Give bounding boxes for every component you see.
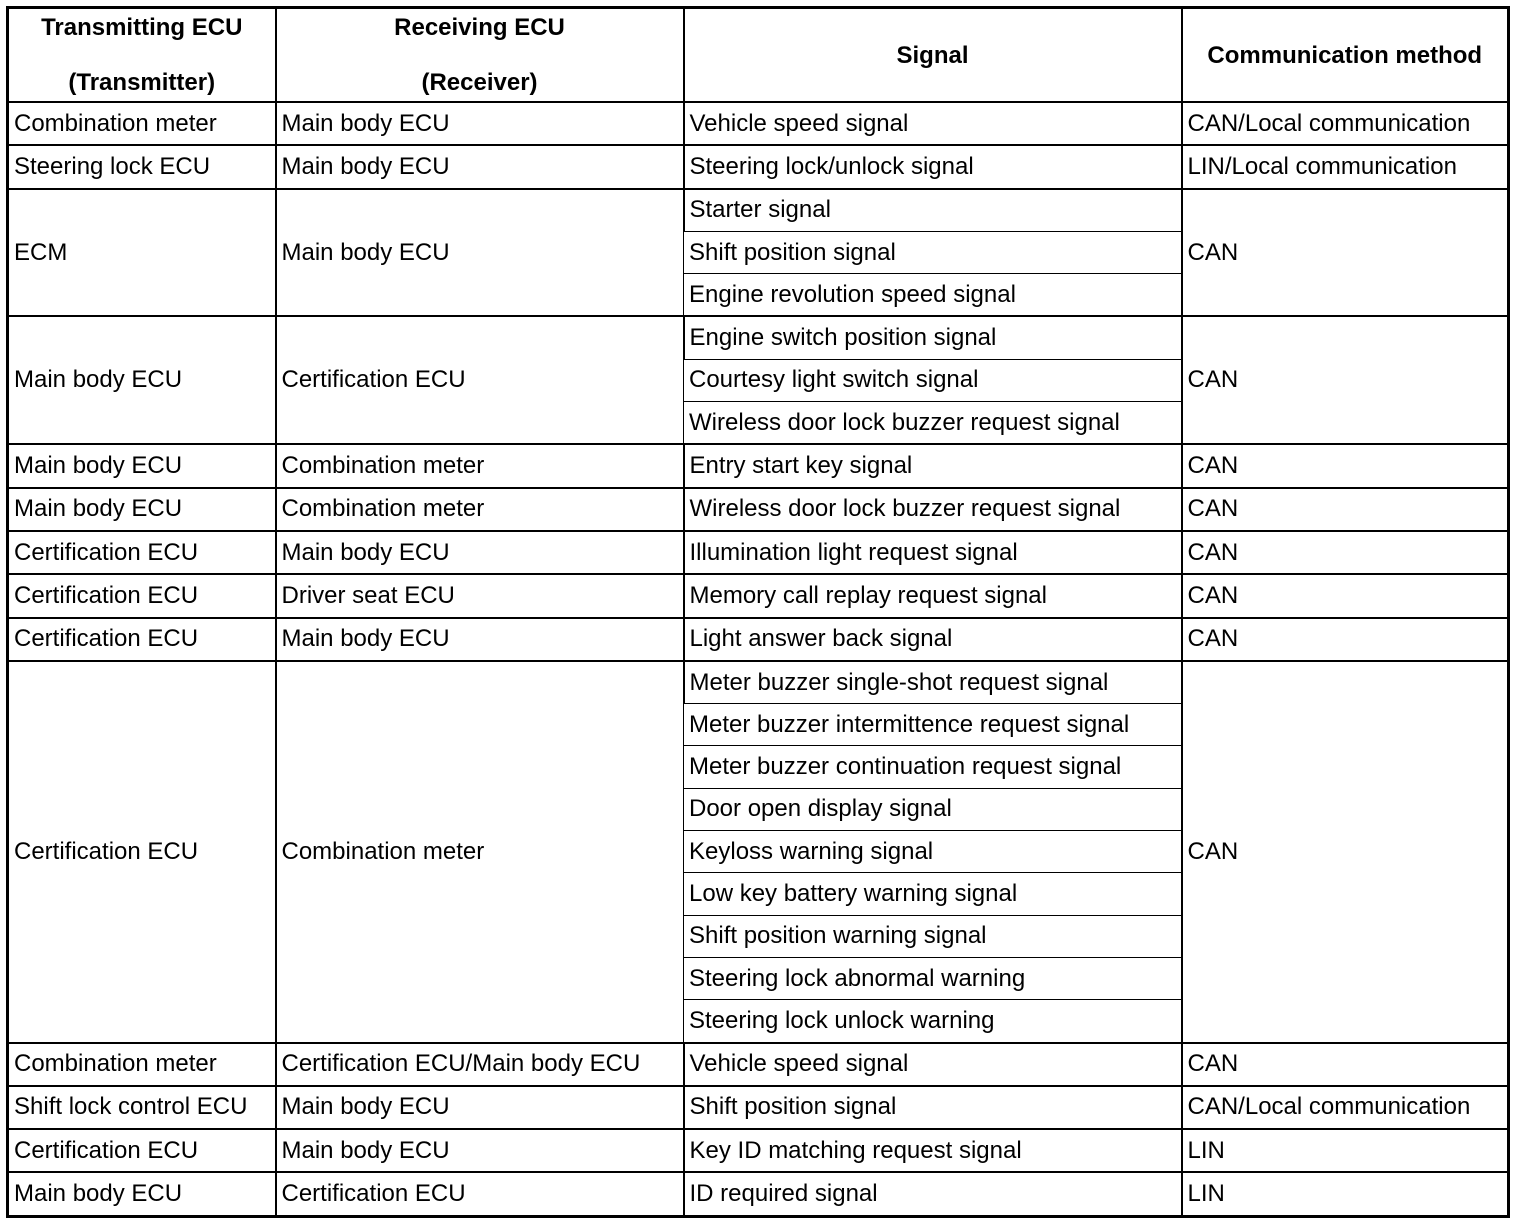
method-cell: CAN <box>1182 661 1509 1043</box>
header-receiving-ecu: Receiving ECU (Receiver) <box>276 8 684 103</box>
receiver-cell: Combination meter <box>276 444 684 487</box>
transmitter-cell: ECM <box>8 189 276 317</box>
signal-cell: Vehicle speed signal <box>684 1043 1182 1086</box>
signal-cell: Shift position signal <box>684 231 1182 273</box>
method-cell: LIN <box>1182 1172 1509 1216</box>
table-row <box>8 1086 1509 1129</box>
method-cell: CAN <box>1182 1043 1509 1086</box>
receiver-cell: Combination meter <box>276 488 684 531</box>
receiver-cell: Certification ECU/Main body ECU <box>276 1043 684 1086</box>
table-row <box>8 444 1509 487</box>
method-cell: CAN <box>1182 574 1509 617</box>
signal-cell: Light answer back signal <box>684 618 1182 661</box>
signal-cell: Meter buzzer continuation request signal <box>684 746 1182 788</box>
table-row <box>8 316 1509 359</box>
signal-cell: Engine switch position signal <box>684 316 1182 359</box>
signal-cell: Shift position warning signal <box>684 915 1182 957</box>
header-communication-method: Communication method <box>1182 8 1509 103</box>
method-cell: CAN <box>1182 316 1509 444</box>
table-row <box>8 189 1509 232</box>
transmitter-cell: Certification ECU <box>8 618 276 661</box>
signal-cell: Steering lock abnormal warning <box>684 957 1182 999</box>
receiver-cell: Combination meter <box>276 661 684 1043</box>
method-cell: CAN <box>1182 444 1509 487</box>
table-body <box>8 102 1509 1216</box>
method-cell: CAN/Local communication <box>1182 102 1509 145</box>
method-cell: CAN <box>1182 531 1509 574</box>
signal-cell: Memory call replay request signal <box>684 574 1182 617</box>
transmitter-cell: Main body ECU <box>8 444 276 487</box>
method-cell: CAN <box>1182 189 1509 317</box>
transmitter-cell: Steering lock ECU <box>8 145 276 188</box>
header-transmitting-ecu: Transmitting ECU (Transmitter) <box>8 8 276 103</box>
table-row <box>8 145 1509 188</box>
signal-cell: Wireless door lock buzzer request signal <box>684 402 1182 445</box>
table-row <box>8 1043 1509 1086</box>
receiver-cell: Main body ECU <box>276 531 684 574</box>
header-row <box>8 8 1509 103</box>
table-row <box>8 618 1509 661</box>
signal-cell: Door open display signal <box>684 788 1182 830</box>
signal-cell: Wireless door lock buzzer request signal <box>684 488 1182 531</box>
transmitter-cell: Certification ECU <box>8 531 276 574</box>
receiver-cell: Main body ECU <box>276 189 684 317</box>
receiver-cell: Main body ECU <box>276 1129 684 1172</box>
transmitter-cell: Combination meter <box>8 102 276 145</box>
header-signal: Signal <box>684 8 1182 103</box>
signal-cell: Illumination light request signal <box>684 531 1182 574</box>
receiver-cell: Main body ECU <box>276 1086 684 1129</box>
method-cell: CAN <box>1182 488 1509 531</box>
receiver-cell: Main body ECU <box>276 102 684 145</box>
signal-cell: Courtesy light switch signal <box>684 359 1182 401</box>
receiver-cell: Driver seat ECU <box>276 574 684 617</box>
signal-cell: Meter buzzer intermittence request signal <box>684 704 1182 746</box>
ecu-signal-table <box>6 6 1510 1218</box>
table-row <box>8 1172 1509 1216</box>
receiver-cell: Certification ECU <box>276 1172 684 1216</box>
table-row <box>8 531 1509 574</box>
signal-cell: Meter buzzer single-shot request signal <box>684 661 1182 704</box>
method-cell: CAN/Local communication <box>1182 1086 1509 1129</box>
signal-cell: ID required signal <box>684 1172 1182 1216</box>
signal-cell: Steering lock unlock warning <box>684 1000 1182 1043</box>
method-cell: LIN <box>1182 1129 1509 1172</box>
transmitter-cell: Certification ECU <box>8 661 276 1043</box>
table-header <box>8 8 1509 103</box>
signal-cell: Starter signal <box>684 189 1182 232</box>
signal-cell: Shift position signal <box>684 1086 1182 1129</box>
signal-cell: Keyloss warning signal <box>684 831 1182 873</box>
method-cell: CAN <box>1182 618 1509 661</box>
table-row <box>8 661 1509 704</box>
transmitter-cell: Main body ECU <box>8 316 276 444</box>
transmitter-cell: Certification ECU <box>8 574 276 617</box>
table-row <box>8 102 1509 145</box>
table-row <box>8 488 1509 531</box>
method-cell: LIN/Local communication <box>1182 145 1509 188</box>
signal-cell: Entry start key signal <box>684 444 1182 487</box>
receiver-cell: Certification ECU <box>276 316 684 444</box>
signal-cell: Steering lock/unlock signal <box>684 145 1182 188</box>
receiver-cell: Main body ECU <box>276 145 684 188</box>
receiver-cell: Main body ECU <box>276 618 684 661</box>
signal-cell: Key ID matching request signal <box>684 1129 1182 1172</box>
table-row <box>8 574 1509 617</box>
transmitter-cell: Main body ECU <box>8 1172 276 1216</box>
transmitter-cell: Shift lock control ECU <box>8 1086 276 1129</box>
transmitter-cell: Certification ECU <box>8 1129 276 1172</box>
signal-cell: Vehicle speed signal <box>684 102 1182 145</box>
signal-cell: Low key battery warning signal <box>684 873 1182 915</box>
transmitter-cell: Main body ECU <box>8 488 276 531</box>
table-row <box>8 1129 1509 1172</box>
signal-cell: Engine revolution speed signal <box>684 274 1182 317</box>
transmitter-cell: Combination meter <box>8 1043 276 1086</box>
